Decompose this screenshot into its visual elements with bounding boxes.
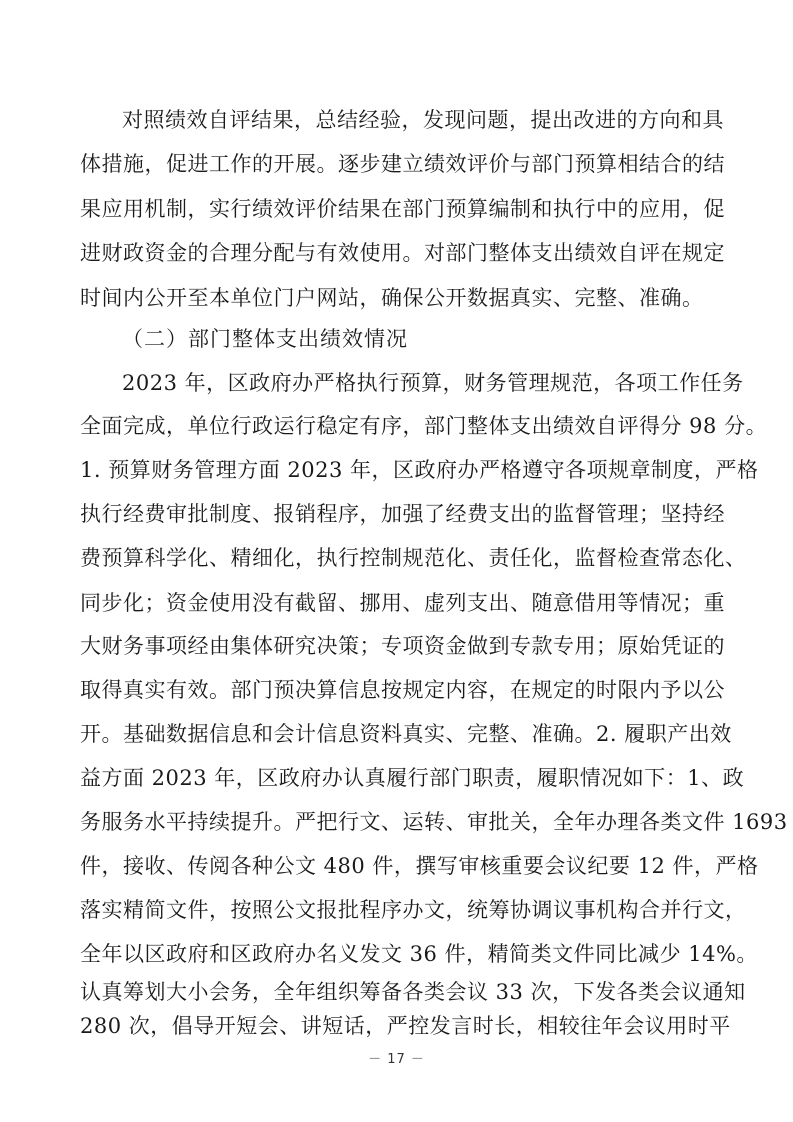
paragraph-line: 果应用机制，实行绩效评价结果在部门预算编制和执行中的应用，促 <box>80 197 725 221</box>
page-number: － 17 － <box>368 1052 425 1067</box>
paragraph-line: 同步化；资金使用没有截留、挪用、虚列支出、随意借用等情况；重 <box>80 591 725 615</box>
paragraph-line: 认真筹划大小会务，全年组织筹备各类会议 33 次，下发各类会议通知 <box>80 980 746 1004</box>
paragraph-line: 执行经费审批制度、报销程序，加强了经费支出的监督管理；坚持经 <box>80 502 725 526</box>
paragraph-line: 务服务水平持续提升。严把行文、运转、审批关，全年办理各类文件 1693 <box>80 810 788 834</box>
paragraph-line: 益方面 2023 年，区政府办认真履行部门职责，履职情况如下：1、政 <box>80 766 745 790</box>
paragraph-line: 费预算科学化、精细化，执行控制规范化、责任化，监督检查常态化、 <box>80 546 747 570</box>
paragraph-line: 全面完成，单位行政运行稳定有序，部门整体支出绩效自评得分 98 分。 <box>80 414 768 438</box>
paragraph-line: 对照绩效自评结果，总结经验，发现问题，提出改进的方向和具 <box>122 108 724 132</box>
paragraph-line: 280 次，倡导开短会、讲短话，严控发言时长，相较往年会议用时平 <box>80 1014 731 1038</box>
paragraph-line: 落实精简文件，按照公文报批程序办文，统筹协调议事机构合并行文， <box>80 898 747 922</box>
paragraph-line: 进财政资金的合理分配与有效使用。对部门整体支出绩效自评在规定 <box>80 241 725 265</box>
paragraph-line: 时间内公开至本单位门户网站，确保公开数据真实、完整、准确。 <box>80 286 704 310</box>
paragraph-line: 开。基础数据信息和会计信息资料真实、完整、准确。2. 履职产出效 <box>80 722 732 746</box>
paragraph-line: 大财务事项经由集体研究决策；专项资金做到专款专用；原始凭证的 <box>80 634 725 658</box>
paragraph-line: 件，接收、传阅各种公文 480 件，撰写审核重要会议纪要 12 件，严格 <box>80 854 759 878</box>
paragraph-line: 全年以区政府和区政府办名义发文 36 件，精简类文件同比减少 14%。 <box>80 942 758 966</box>
paragraph-line: 1. 预算财务管理方面 2023 年，区政府办严格遵守各项规章制度，严格 <box>80 458 759 482</box>
section-heading: （二）部门整体支出绩效情况 <box>122 327 408 351</box>
paragraph-line: 体措施，促进工作的开展。逐步建立绩效评价与部门预算相结合的结 <box>80 152 725 176</box>
paragraph-line: 取得真实有效。部门预决算信息按规定内容，在规定的时限内予以公 <box>80 678 725 702</box>
paragraph-line: 2023 年，区政府办严格执行预算，财务管理规范，各项工作任务 <box>122 371 744 395</box>
